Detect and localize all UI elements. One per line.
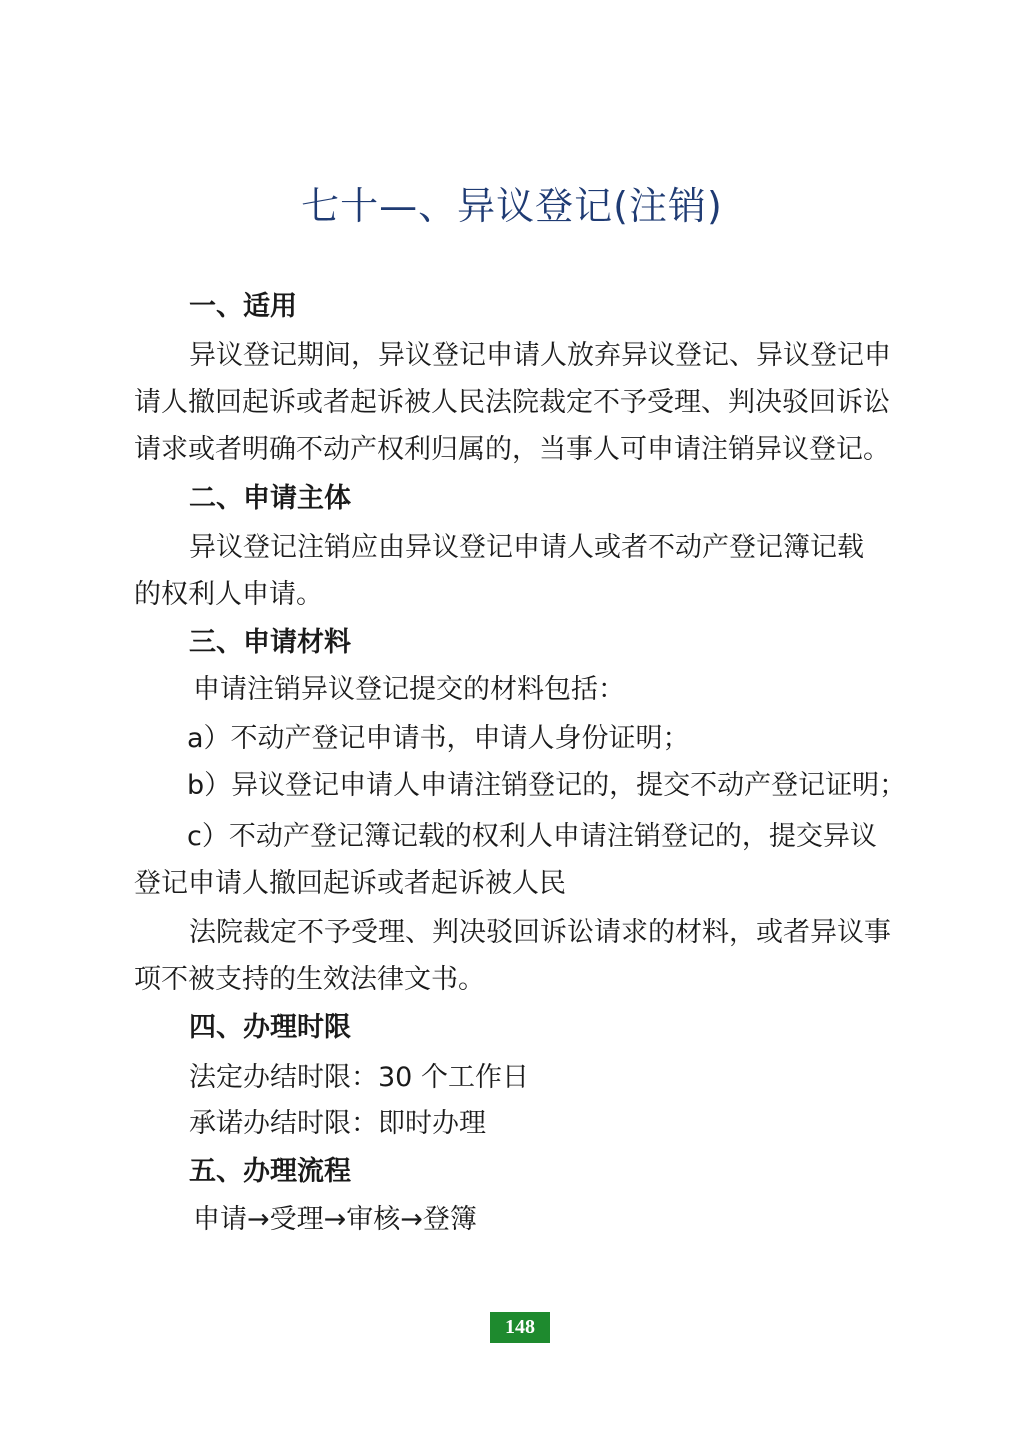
page-title: 七十—、异议登记(注销) [301,184,723,228]
materials-intro: 申请注销异议登记提交的材料包括： [193,674,625,705]
section-heading-applicant: 二、申请主体 [189,483,351,514]
promised-time-limit: 承诺办结时限：即时办理 [189,1108,486,1139]
materials-item-b: b）异议登记申请人申请注销登记的，提交不动产登记证明； [187,770,907,801]
paragraph-line: 项不被支持的生效法律文书。 [134,964,485,995]
paragraph-line: 请求或者明确不动产权利归属的，当事人可申请注销异议登记。 [134,434,890,465]
paragraph-line: 法院裁定不予受理、判决驳回诉讼请求的材料，或者异议事 [189,917,891,948]
paragraph-line: 异议登记注销应由异议登记申请人或者不动产登记簿记载 [189,532,864,563]
paragraph-line: 的权利人申请。 [134,579,323,610]
process-steps: 申请→受理→审核→登簿 [193,1204,477,1235]
section-heading-process: 五、办理流程 [189,1156,351,1187]
paragraph-line: 请人撤回起诉或者起诉被人民法院裁定不予受理、判决驳回诉讼 [134,387,890,418]
paragraph-line: 登记申请人撤回起诉或者起诉被人民 [134,868,566,899]
materials-item-a: a）不动产登记申请书，申请人身份证明； [187,723,690,754]
statutory-time-limit: 法定办结时限：30 个工作日 [189,1062,529,1093]
section-heading-applicability: 一、适用 [189,291,297,322]
section-heading-materials: 三、申请材料 [189,627,351,658]
paragraph-line: 异议登记期间，异议登记申请人放弃异议登记、异议登记申 [189,340,891,371]
materials-item-c: c）不动产登记簿记载的权利人申请注销登记的，提交异议 [187,821,877,852]
section-heading-time-limit: 四、办理时限 [189,1012,351,1043]
page-number: 148 [490,1312,550,1343]
